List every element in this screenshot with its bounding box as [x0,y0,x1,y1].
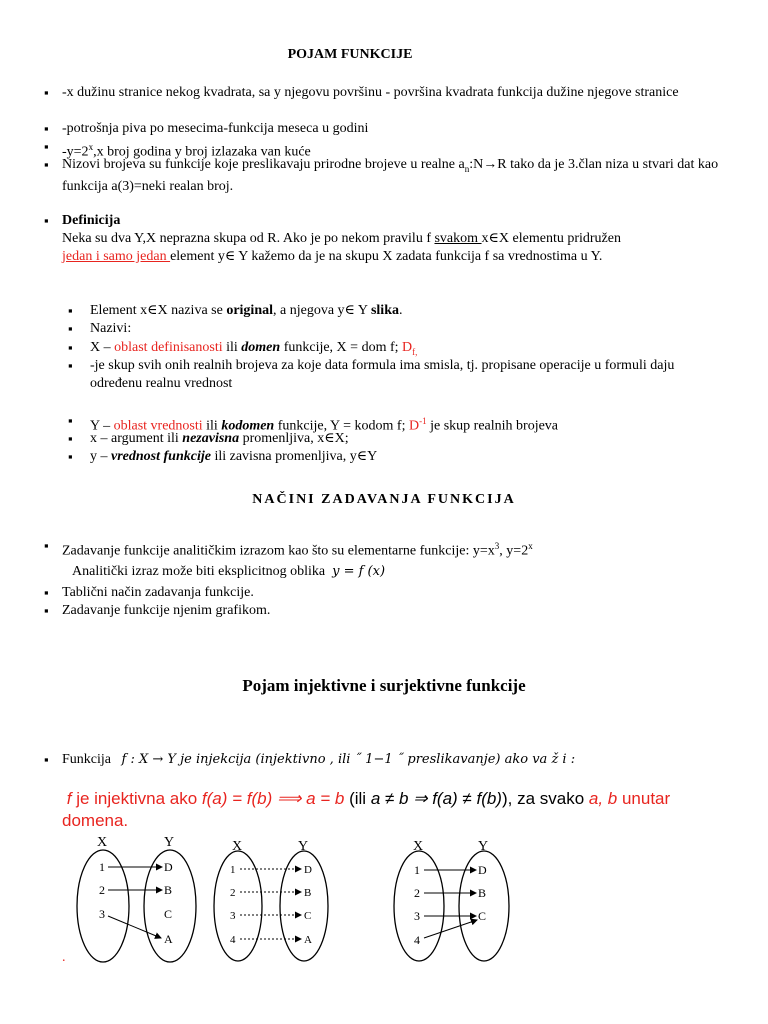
list-item: ▪ Tablični način zadavanja funkcije. [62,584,742,602]
codomain-element: D [304,864,312,876]
mapping-diagrams [0,828,768,968]
section-heading: NAČINI ZADAVANJA FUNKCIJA [252,492,516,507]
domain-element: 1 [99,860,105,874]
injective-definition: f je injektivna ako f(a) = f(b) ⟹ a = b (ili a ≠ b ⇒ f(a) ≠ f(b)), za svako a, b unutar domena. [62,789,671,830]
list-item: ▪ Funkcija f : X → Y je injekcija (injektivno , ili ˝ 1−1 ˝ preslikavanje) ako va ž i : [62,751,742,769]
list-item: ▪ -x dužinu stranice nekog kvadrata, sa y njegovu površinu - površina kvadrata funkcija dužine njegove stranice [62,84,742,102]
x-label: X [413,839,424,854]
codomain-element: D [478,863,487,877]
list-item: ▪ Nizovi brojeva su funkcije koje preslikavaju prirodne brojeve u realne $a_n:N\to R$ tako da je 3.član niza u stvari dat kao funkcija a(3)=neki realan broj. [62,156,742,196]
diagram-1 [77,835,196,962]
list-item: ▪ x – argument ili nezavisna promenljiva, x∈X; [90,430,690,448]
page-title: POJAM FUNKCIJE [287,47,413,62]
codomain-element: B [304,887,312,899]
codomain-element: B [164,883,173,897]
codomain-element: B [478,886,487,900]
domain-element: 1 [414,863,420,877]
list-item: ▪ Element x∈X naziva se original, a njegova y∈ Y slika. [90,302,690,320]
domain-element: 4 [414,933,420,947]
domain-element: 4 [230,934,236,946]
domain-element: 2 [99,883,105,897]
x-label: X [97,835,108,850]
explicit-form-note: Analitički izraz može biti eksplicitnog oblika y = f (x) [72,564,386,579]
list-item: ▪ -je skup svih onih realnih brojeva za koje data formula ima smisla, tj. propisane operacije u formuli daju određenu realnu vrednost [90,357,690,393]
y-label: Y [478,839,489,854]
y-label: Y [298,839,309,854]
list-item: ▪ Zadavanje funkcije njenim grafikom. [62,602,742,620]
codomain-element: C [304,910,312,922]
codomain-element: A [164,932,173,946]
list-item: ▪ Zadavanje funkcije analitičkim izrazom kao što su elementarne funkcije: $y=x^3$, $y=2^x$ [62,537,742,561]
formula: y = f (x) [332,564,386,579]
codomain-element: C [478,909,487,923]
y-label: Y [164,835,175,850]
list-item: ▪ Y – oblast vrednosti ili kodomen funkcije, Y = kodom f; $D^{-1}$ je skup realnih brojeva [90,412,690,436]
diagram-3 [394,839,509,961]
formula: f : X → Y je injekcija (injektivno , ili ˝ 1−1 ˝ preslikavanje) ako va ž i : [121,752,576,767]
codomain-element: C [164,907,173,921]
diagram-2 [214,839,328,961]
x-label: X [232,839,243,854]
domain-element: 3 [99,907,105,921]
stray-dot: . [62,950,66,965]
list-item: ▪ $-y=2^x,x$ broj godina y broj izlazaka van kuće [62,138,742,162]
list-item: ▪ -potrošnja piva po mesecima-funkcija meseca u godini [62,120,742,138]
definition-block: ▪ Definicija Neka su dva Y,X neprazna skupa od R. Ako je po nekom pravilu f svakom x∈X elementu pridružen jedan i samo jedan element y∈ Y kažemo da je na skupu X zadata funkcija f sa vrednostima u Y. [62,212,742,266]
codomain-element: D [164,860,173,874]
domain-element: 2 [414,886,420,900]
domain-element: 2 [230,887,236,899]
list-item: ▪ X – oblast definisanosti ili domen funkcije, X = dom f; $D_{f,}$ [90,339,690,361]
domain-element: 1 [230,864,236,876]
domain-element: 3 [414,909,420,923]
list-item: ▪ Nazivi: [90,320,690,338]
codomain-element: A [304,934,312,946]
section-heading: Pojam injektivne i surjektivne funkcije [242,676,526,695]
list-item: ▪ y – vrednost funkcije ili zavisna promenljiva, y∈Y [90,448,690,466]
domain-element: 3 [230,910,236,922]
